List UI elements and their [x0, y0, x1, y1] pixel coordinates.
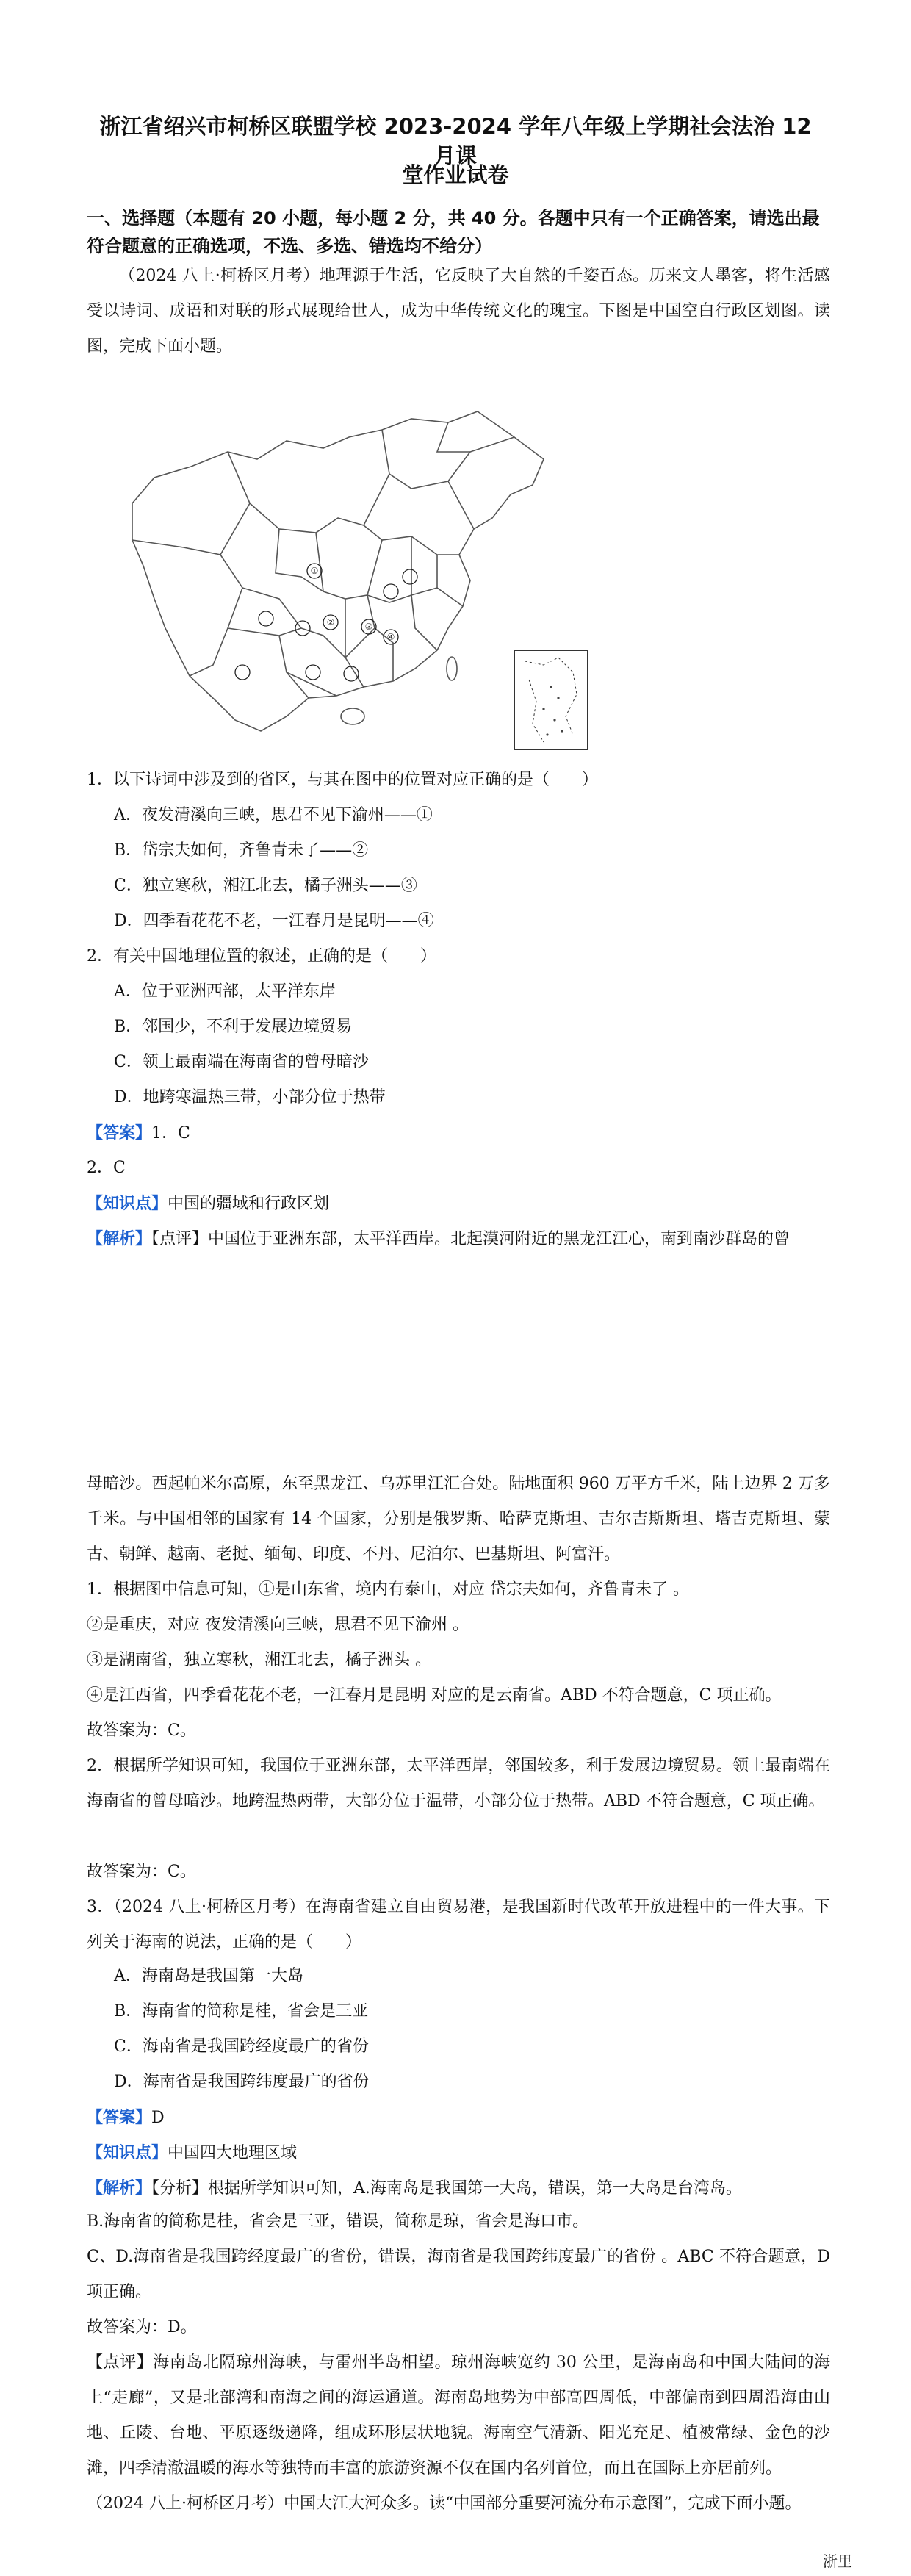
- map-label-3: ③: [364, 622, 373, 632]
- explanation-1b: ②是重庆，对应 夜发清溪向三峡，思君不见下渝州 。: [87, 1616, 469, 1634]
- q3-stem: 3．（2024 八上·柯桥区月考）在海南省建立自由贸易港，是我国新时代改革开放进程中的一件大事。下列关于海南的说法，正确的是（ ）: [87, 1898, 830, 1951]
- q2-option-c: C．领土最南端在海南省的曾母暗沙: [114, 1053, 369, 1071]
- map-label-2: ②: [326, 617, 335, 627]
- analysis-text: 【点评】中国位于亚洲东部，太平洋西岸。北起漠河附近的黑龙江江心，南到南沙群岛的曾: [151, 1230, 791, 1248]
- group1-intro: （2024 八上·柯桥区月考）地理源于生活，它反映了大自然的千姿百态。历来文人墨客，将生活感受以诗词、成语和对联的形式展现给世人，成为中华传统文化的瑰宝。下图是中国空白行政区划图。读图，完成下面小题。: [87, 267, 830, 356]
- knowledge-text: 中国的疆域和行政区划: [168, 1195, 330, 1213]
- q3-knowledge-tag: 【知识点】: [87, 2143, 168, 2162]
- knowledge-tag: 【知识点】: [87, 1194, 168, 1213]
- china-map-figure: [103, 408, 602, 755]
- q3-knowledge-point: [87, 2138, 297, 2168]
- q1-stem: 1．以下诗词中涉及到的省区，与其在图中的位置对应正确的是（ ）: [87, 771, 598, 789]
- q3-option-a: A．海南岛是我国第一大岛: [114, 1967, 303, 1985]
- q2-stem: 2．有关中国地理位置的叙述，正确的是（ ）: [87, 947, 436, 965]
- q3-analysis-c: C、D.海南省是我国跨经度最广的省份，错误，海南省是我国跨纬度最广的省份 。ABC 不符合题意，D 项正确。: [87, 2248, 830, 2301]
- explanation-1c: ③是湖南省，独立寒秋，湘江北去，橘子洲头 。: [87, 1651, 431, 1669]
- q3-option-c: C．海南省是我国跨经度最广的省份: [114, 2037, 369, 2056]
- q3-answer-value: D: [151, 2109, 165, 2127]
- q3-option-b: B．海南省的简称是桂，省会是三亚: [114, 2002, 369, 2021]
- answer-1: 1．C: [151, 1124, 190, 1143]
- answer-block-1: [87, 1118, 190, 1148]
- q3-analysis-d: 故答案为：D。: [87, 2318, 197, 2336]
- answer-tag: 【答案】: [87, 1123, 152, 1143]
- q1-option-a: A．夜发清溪向三峡，思君不见下渝州——①: [114, 806, 433, 824]
- explanation-1a: 1．根据图中信息可知，①是山东省，境内有泰山，对应 岱宗夫如何，齐鲁青未了 。: [87, 1580, 689, 1599]
- q2-option-b: B．邻国少，不利于发展边境贸易: [114, 1018, 353, 1036]
- explanation-1d: ④是江西省，四季看花花不老，一江春月是昆明 对应的是云南省。ABD 不符合题意，C 项正确。: [87, 1686, 782, 1705]
- analysis-continuation-1: 母暗沙。西起帕米尔高原，东至黑龙江、乌苏里江汇合处。陆地面积 960 万平方千米，陆上边界 2 万多千米。与中国相邻的国家有 14 个国家，分别是俄罗斯、哈萨克斯坦、吉尔吉斯斯坦、塔吉克斯坦、蒙古、朝鲜、越南、老挝、缅甸、印度、不丹、尼泊尔、巴基斯坦、阿富汗。: [87, 1475, 830, 1564]
- q1-option-c: C．独立寒秋，湘江北去，橘子洲头——③: [114, 877, 417, 895]
- analysis-start-1: [87, 1224, 790, 1254]
- q3-analysis-a: [87, 2173, 742, 2203]
- map-label-4: ④: [386, 632, 395, 642]
- q3-answer: [87, 2103, 165, 2133]
- q4-intro: （2024 八上·柯桥区月考）中国大江大河众多。读“中国部分重要河流分布示意图”，完成下面小题。: [87, 2494, 802, 2513]
- explanation-2b: 故答案为：C。: [87, 1863, 196, 1881]
- q3-analysis-b: B.海南省的简称是桂，省会是三亚，错误，简称是琼，省会是海口市。: [87, 2212, 589, 2231]
- q3-option-d: D．海南省是我国跨纬度最广的省份: [114, 2073, 370, 2091]
- footer-mark: 浙里: [823, 2552, 852, 2570]
- analysis-tag: 【解析】: [87, 1229, 152, 1248]
- q1-option-b: B．岱宗夫如何，齐鲁青未了——②: [114, 841, 369, 860]
- q3-comment: 【点评】海南岛北隔琼州海峡，与雷州半岛相望。琼州海峡宽约 30 公里，是海南岛和中国大陆间的海上“走廊”，又是北部湾和南海之间的海运通道。海南岛地势为中部高四周低，中部偏南到四周沿海由山地、丘陵、台地、平原逐级递降，组成环形层状地貌。海南空气清新、阳光充足、植被常绿、金色的沙滩，四季清澈温暖的海水等独特而丰富的旅游资源不仅在国内名列首位，而且在国际上亦居前列。: [87, 2353, 830, 2478]
- explanation-2a: 2．根据所学知识可知，我国位于亚洲东部，太平洋西岸，邻国较多，利于发展边境贸易。领土最南端在海南省的曾母暗沙。地跨温热两带，大部分位于温带，小部分位于热带。ABD 不符合题意，C 项正确。: [87, 1757, 830, 1810]
- answer-2: 2．C: [87, 1159, 126, 1177]
- document-title-line1: 浙江省绍兴市柯桥区联盟学校 2023-2024 学年八年级上学期社会法治 12 月课: [99, 114, 812, 168]
- q3-analysis-text: 【分析】根据所学知识可知，A.海南岛是我国第一大岛，错误，第一大岛是台湾岛。: [151, 2179, 742, 2198]
- q3-analysis-tag: 【解析】: [87, 2179, 152, 2198]
- knowledge-point-1: [87, 1189, 329, 1219]
- section-heading: 一、选择题（本题有 20 小题，每小题 2 分，共 40 分。各题中只有一个正确答案，请选出最符合题意的正确选项，不选、多选、错选均不给分）: [87, 208, 820, 256]
- q3-knowledge-text: 中国四大地理区域: [168, 2144, 298, 2162]
- q2-option-d: D．地跨寒温热三带，小部分位于热带: [114, 1088, 386, 1107]
- q3-answer-tag: 【答案】: [87, 2108, 152, 2127]
- q1-option-d: D．四季看花花不老，一江春月是昆明——④: [114, 912, 434, 930]
- explanation-1e: 故答案为：C。: [87, 1721, 196, 1740]
- map-label-1: ①: [310, 566, 319, 576]
- document-title-line2: 堂作业试卷: [402, 162, 509, 187]
- q2-option-a: A．位于亚洲西部，太平洋东岸: [114, 982, 336, 1001]
